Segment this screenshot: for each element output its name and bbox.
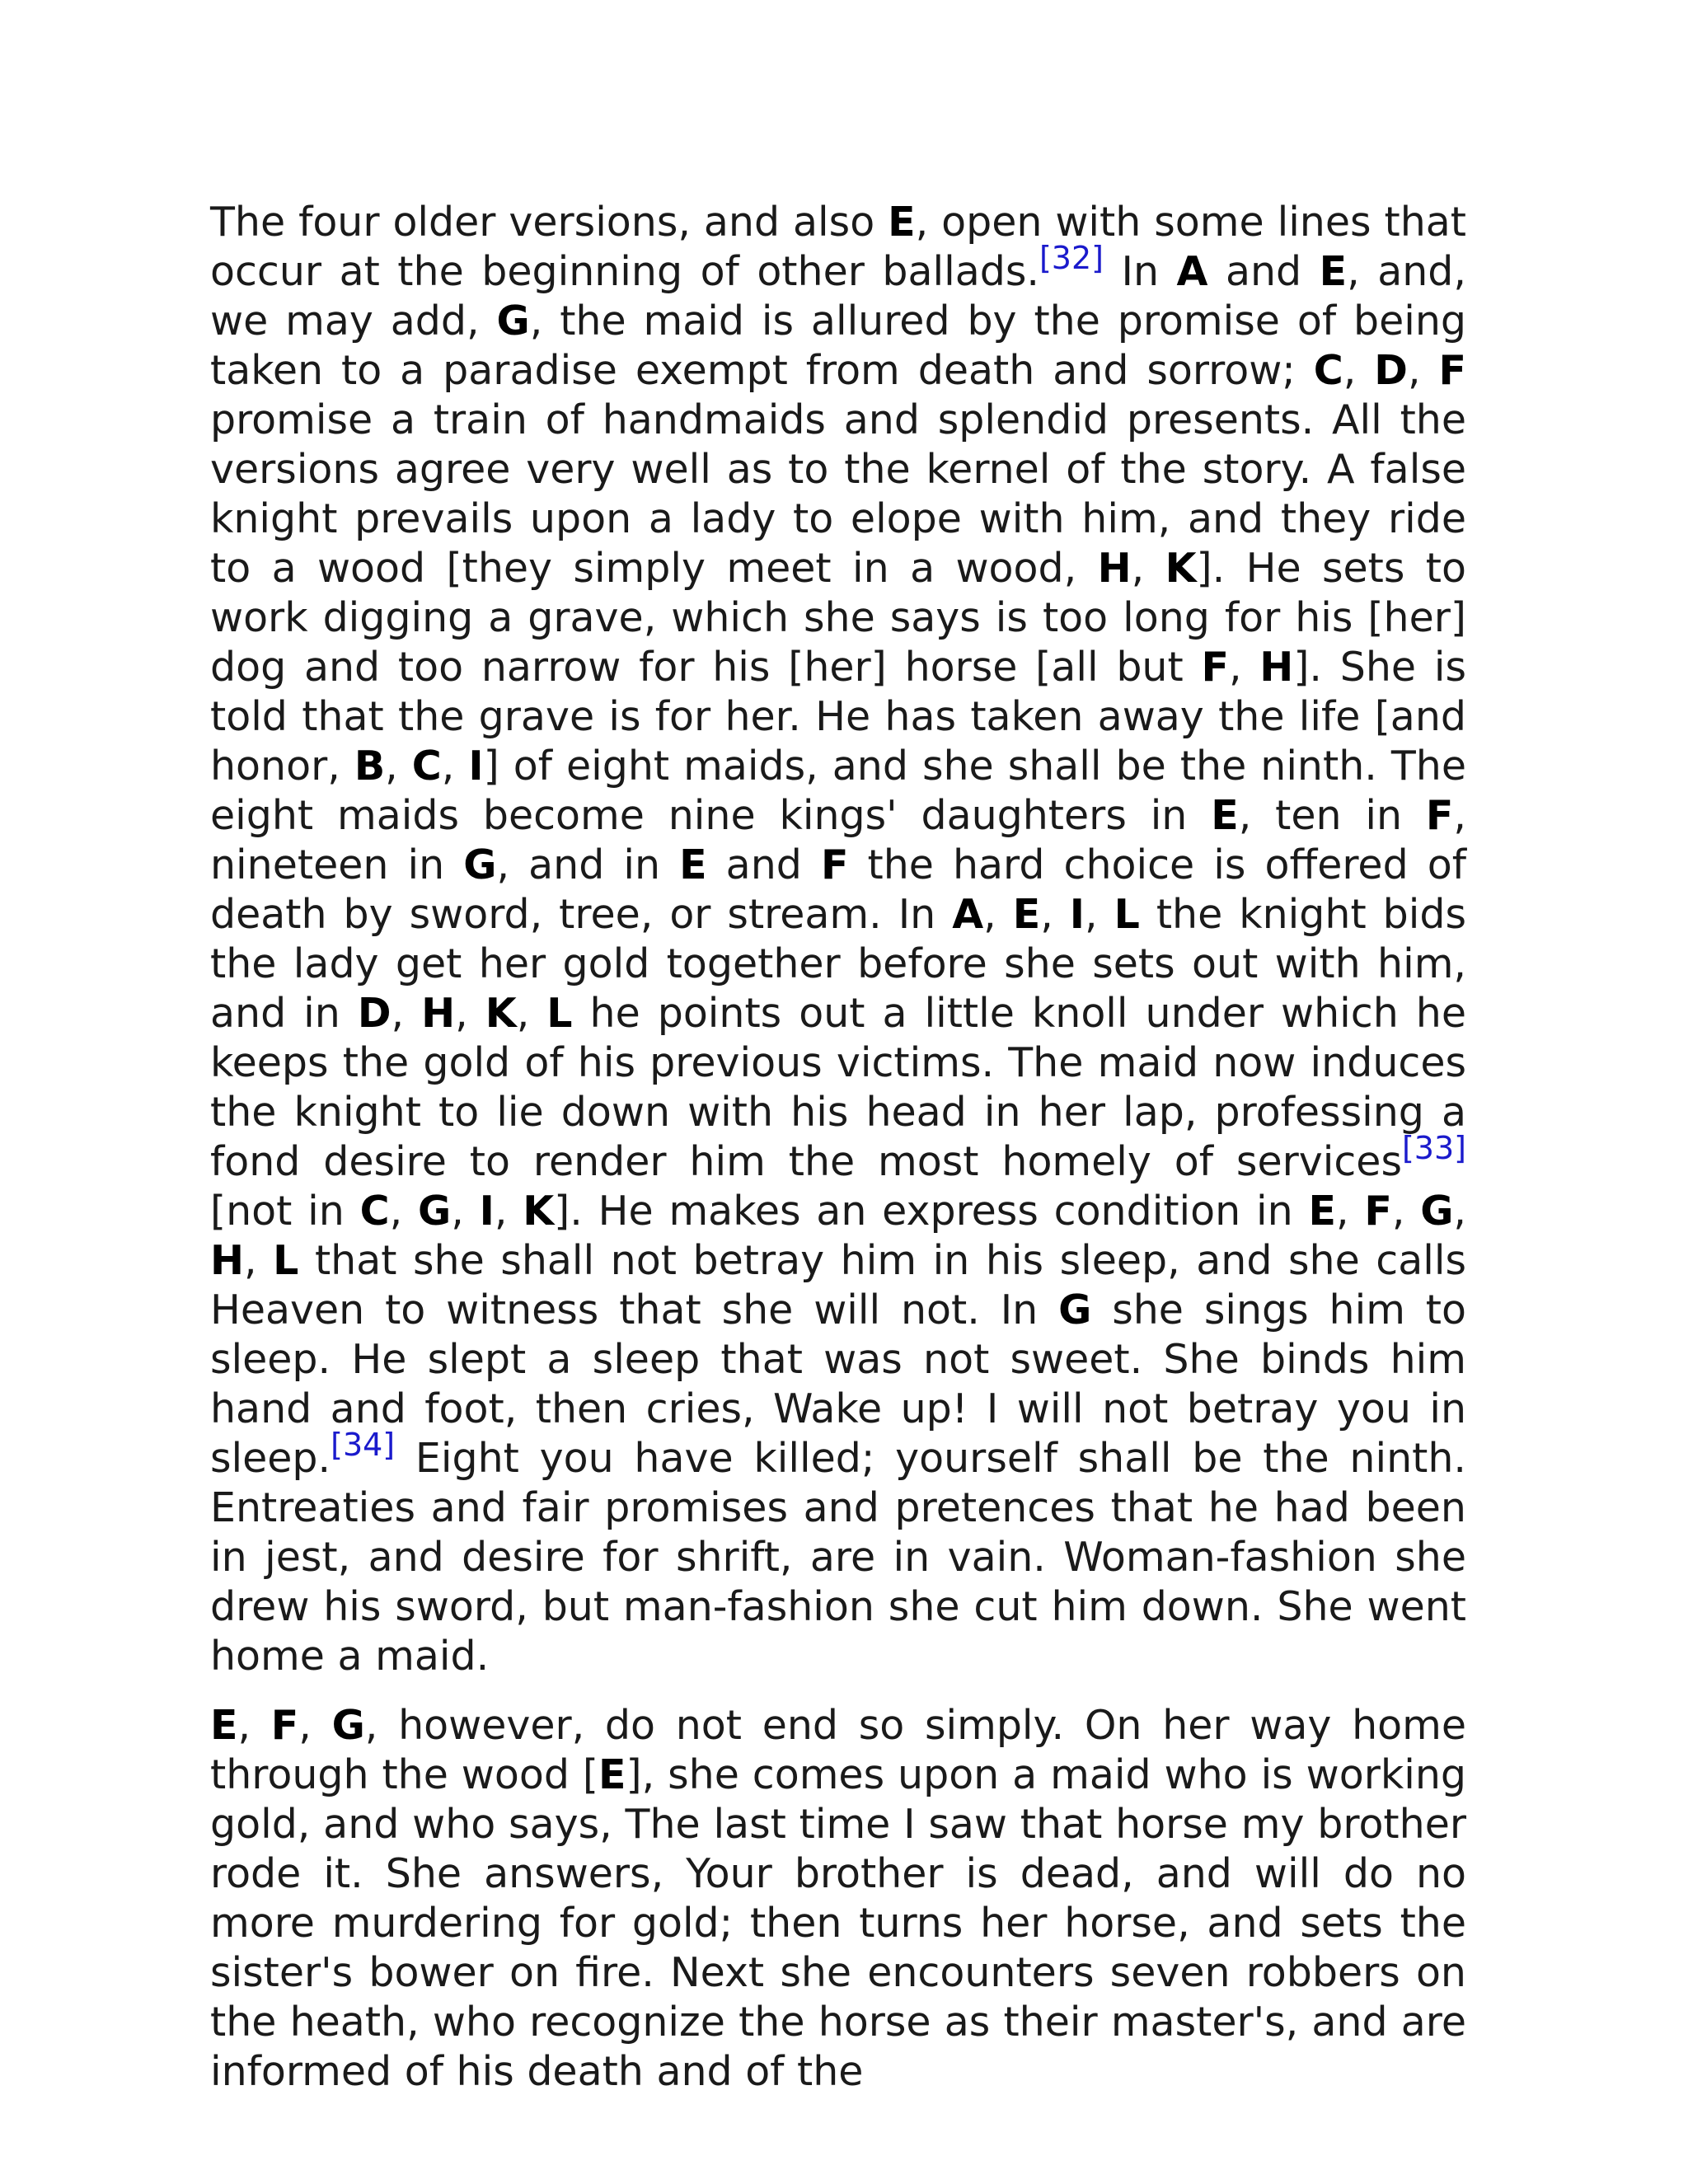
body-paragraph [210,1701,1466,2097]
text-run: , open with some lines that occur at the beginning of other ballads. [210,199,1466,295]
text-run: , [1131,545,1165,592]
version-letter: H [1259,644,1294,691]
footnote-link[interactable]: [34] [331,1427,396,1463]
version-letter: G [331,1702,365,1749]
text-run: ], she comes upon a maid who is working gold, and who says, The last time I saw that horse my brother rode it. She answers, Your brother is dead, and will do no more murdering for gold; then turns her horse, and sets the sister's bower on fire. Next she encounters seven robbers on the heath, who recognize the horse as their master's, and are informed of his death and of the [210,1751,1466,2095]
version-letter: I [479,1188,495,1235]
version-letter: D [357,990,392,1037]
text-run: the hard choice is offered of death by sword, tree, or stream. In [210,841,1466,938]
version-letter: H [1097,545,1132,592]
text-run: , [441,743,469,790]
version-letter: F [270,1702,299,1749]
text-run: [not in [210,1188,360,1235]
version-letter: H [210,1237,245,1284]
text-run: , and, we may add, [210,248,1466,344]
version-letter: G [496,298,530,344]
text-run: that she shall not betray him in his sleep, and she calls Heaven to witness that she will not. In [210,1237,1467,1333]
text-run: and [706,841,821,888]
version-letter: F [1201,644,1229,691]
version-letter: F [1364,1188,1392,1235]
version-letter: C [411,743,442,790]
text-run: the knight bids the lady get her gold together before she sets out with him, and in [210,891,1467,1037]
text-run: , [1228,644,1260,691]
version-letter: K [485,990,517,1037]
text-run: ]. She is told that the grave is for her. He has taken away the life [and honor, [210,644,1466,790]
text-run: , the maid is allured by the promise of being taken to a paradise exempt from death and sorrow; [210,298,1466,394]
version-letter: H [421,990,456,1037]
version-letter: D [1374,347,1408,394]
version-letter: E [1012,891,1041,938]
text-run: , [298,1702,332,1749]
version-letter: L [273,1237,299,1284]
text-run: , [244,1237,274,1284]
version-letter: F [1425,792,1454,839]
text-run: The four older versions, and also [210,199,889,246]
version-letter: F [820,841,849,888]
text-run: , [1085,891,1114,938]
text-run: she sings him to sleep. He slept a sleep that was not sweet. She binds him hand and foot, then cries, Wake up! I will not betray you in sleep. [210,1286,1466,1482]
version-letter: E [1319,248,1348,295]
text-run: , [516,990,547,1037]
text-run: ]. He sets to work digging a grave, which she says is too long for his [her] dog and too narrow for his [her] horse [all but [210,545,1466,691]
version-letter: C [1313,347,1343,394]
text-run: promise a train of handmaids and splendid presents. All the versions agree very well as to the kernel of the story. A false knight prevails upon a lady to elope with him, and they ride to a wood [they simply meet in a wood, [210,396,1466,592]
version-letter: E [679,841,707,888]
text-run: , however, do not end so simply. On her way home through the wood [ [210,1702,1466,1798]
text-run: , ten in [1238,792,1426,839]
text-run: , [455,990,485,1037]
text-run: , [983,891,1013,938]
text-run: , [385,743,412,790]
text-run: , and in [496,841,680,888]
text-run: , [389,1188,418,1235]
version-letter: E [1211,792,1239,839]
footnote-link[interactable]: [32] [1039,240,1104,276]
text-run: , [494,1188,523,1235]
text-run: and [1207,248,1320,295]
text-run: , [1391,1188,1421,1235]
version-letter: E [210,1702,238,1749]
version-letter: E [1308,1188,1336,1235]
version-letter: I [468,743,484,790]
version-letter: E [598,1751,626,1798]
version-letter: F [1438,347,1467,394]
version-letter: K [1165,545,1197,592]
version-letter: G [463,841,497,888]
version-letter: L [546,990,573,1037]
text-run: , nineteen in [210,792,1466,888]
text-run: , [451,1188,480,1235]
version-letter: B [354,743,386,790]
text-run: , [1453,1188,1466,1235]
text-run: , [1343,347,1375,394]
text-run: ]. He makes an express condition in [554,1188,1309,1235]
version-letter: C [359,1188,390,1235]
text-run: , [391,990,422,1037]
document-page [210,198,1466,2116]
version-letter: G [417,1188,452,1235]
footnote-link[interactable]: [33] [1401,1130,1466,1166]
text-run: , [237,1702,271,1749]
version-letter: G [1420,1188,1454,1235]
text-run: he points out a little knoll under which he keeps the gold of his previous victims. The maid now induces the knight to lie down with his head in her lap, professing a fond desire to render him the most homely of services [210,990,1466,1185]
version-letter: L [1114,891,1140,938]
version-letter: A [952,891,984,938]
text-run: , [1407,347,1439,394]
text-run: ] of eight maids, and she shall be the ninth. The eight maids become nine kings' daughters in [210,743,1466,839]
text-run: , [1040,891,1070,938]
text-run: , [1335,1188,1365,1235]
version-letter: E [888,199,916,246]
version-letter: K [523,1188,555,1235]
text-run: In [1103,248,1177,295]
text-run: Eight you have killed; yourself shall be the ninth. Entreaties and fair promises and pretences that he had been in jest, and desire for shrift, are in vain. Woman-fashion she drew his sword, but man-fashion she cut him down. She went home a maid. [210,1435,1466,1680]
version-letter: A [1176,248,1208,295]
version-letter: I [1069,891,1085,938]
version-letter: G [1058,1286,1092,1333]
body-paragraph [210,198,1466,1681]
